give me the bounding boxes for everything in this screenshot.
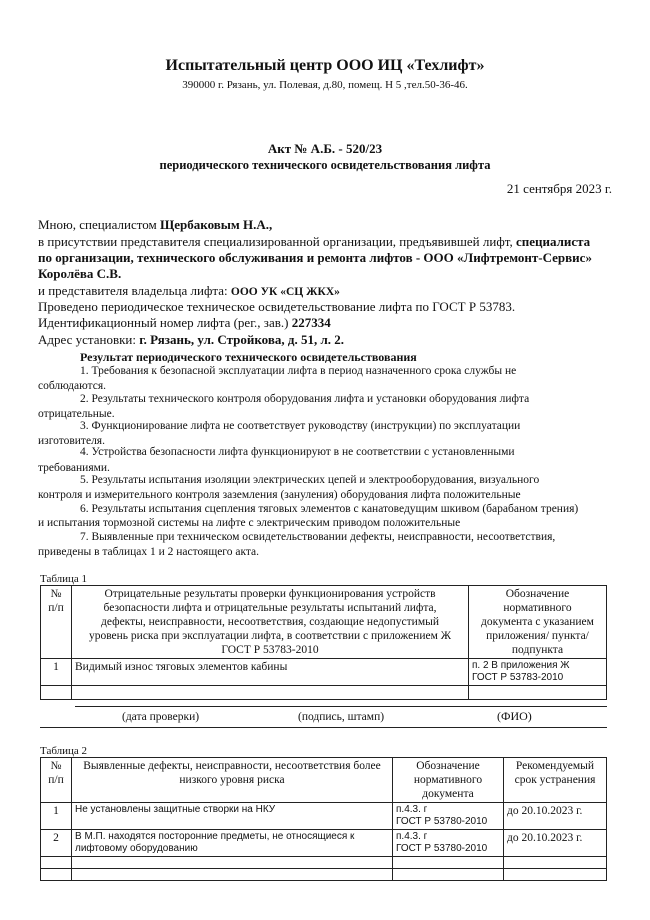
intro-rep-label: в присутствии представителя специализированной организации, предъявившей лифт, <box>38 234 513 249</box>
row-num: 1 <box>41 659 72 686</box>
result-line: соблюдаются. <box>38 380 106 392</box>
header-text: нормативного <box>503 602 572 614</box>
table1-bottom-line <box>40 727 607 728</box>
desc-line: лифтовому оборудованию <box>75 843 198 854</box>
lift-id-line <box>38 315 331 331</box>
header-text: п/п <box>48 602 64 614</box>
empty-cell <box>393 857 504 869</box>
sign-signature-label: (подпись, штамп) <box>298 711 385 723</box>
result-line: 4. Устройства безопасности лифта функционируют в не соответствии с установленными <box>80 446 515 458</box>
header-text: Выявленные дефекты, неисправности, несоответствия более <box>83 760 381 772</box>
header-text: № <box>50 760 62 772</box>
intro-line-1 <box>38 217 272 233</box>
result-line: изготовителя. <box>38 435 105 447</box>
empty-cell <box>72 869 393 881</box>
install-address-line <box>38 332 344 348</box>
header-text: № <box>50 588 62 600</box>
result-line: отрицательные. <box>38 408 115 420</box>
table2-caption: Таблица 2 <box>40 745 88 757</box>
row-desc <box>72 830 393 857</box>
row-term: до 20.10.2023 г. <box>504 803 607 830</box>
act-date: 21 сентября 2023 г. <box>506 181 612 196</box>
header-text: уровень риска при эксплуатации лифта, в соответствии с приложением Ж <box>88 630 452 642</box>
org-title: Испытательный центр ООО ИЦ «Техлифт» <box>165 57 485 74</box>
header-text: Обозначение <box>505 588 570 600</box>
header-text: Отрицательные результаты проверки функционирования устройств <box>104 588 436 600</box>
table-row <box>41 803 607 830</box>
table1-header-desc <box>72 586 469 659</box>
table2 <box>40 757 607 881</box>
header-text: документа с указанием <box>481 616 594 628</box>
intro-specialist-label: Мною, специалистом <box>38 217 157 232</box>
intro-org: по организации, технического обслуживания и ремонта лифтов - ООО «Лифтремонт-Сервис» <box>38 250 592 265</box>
empty-cell <box>41 857 72 869</box>
result-line: 2. Результаты технического контроля оборудования лифта и установки оборудования лифта <box>80 393 530 405</box>
empty-cell <box>393 869 504 881</box>
result-line: 5. Результаты испытания изоляции электрических цепей и электрооборудования, визуального <box>80 474 540 486</box>
table-row <box>41 686 607 700</box>
intro-rep-role: специалиста <box>515 234 591 249</box>
table2-header-desc <box>72 758 393 803</box>
owner-name: ООО УК «СЦ ЖКХ» <box>230 286 340 298</box>
install-address-value: г. Рязань, ул. Стройкова, д. 51, л. 2. <box>139 332 344 347</box>
row-ref <box>393 803 504 830</box>
empty-cell <box>72 686 469 700</box>
intro-line-2 <box>38 234 590 250</box>
signature-line <box>75 706 607 707</box>
header-text: приложения/ пункта/ <box>486 630 589 642</box>
header-text: п/п <box>48 774 64 786</box>
table1-header-row <box>41 586 607 659</box>
empty-cell <box>41 869 72 881</box>
table1 <box>40 585 607 700</box>
table1-header-num <box>41 586 72 659</box>
inspection-line: Проведено периодическое техническое освидетельствование лифта по ГОСТ Р 53783. <box>38 299 516 314</box>
header-text: безопасности лифта и отрицательные результаты испытаний лифта, <box>103 602 437 614</box>
sign-date-label: (дата проверки) <box>122 711 200 723</box>
ref-line: п.4.3. г <box>396 804 428 815</box>
table1-caption: Таблица 1 <box>40 573 88 585</box>
header-text: Рекомендуемый <box>515 760 595 772</box>
row-ref <box>469 659 607 686</box>
table-row <box>41 869 607 881</box>
row-ref <box>393 830 504 857</box>
lift-id-label: Идентификационный номер лифта (рег., зав.) <box>38 315 289 330</box>
intro-specialist-name: Щербаковым Н.А., <box>159 217 273 232</box>
header-text: подпункта <box>511 644 564 656</box>
empty-cell <box>469 686 607 700</box>
empty-cell <box>72 857 393 869</box>
desc-line: Не установлены защитные створки на НКУ <box>75 804 276 815</box>
result-line: контроля и измерительного контроля заземления (зануления) оборудования лифта положительные <box>38 489 521 501</box>
result-line: 7. Выявленные при техническом освидетельствовании дефекты, неисправности, несоответствия, <box>80 531 556 543</box>
result-line: и испытания тормозной системы на лифте с электрическим приводом положительные <box>38 517 461 529</box>
results-heading: Результат периодического технического освидетельствования <box>80 350 417 364</box>
result-line: 1. Требования к безопасной эксплуатации лифта в период назначенного срока службы не <box>80 365 517 377</box>
ref-line: п. 2 В приложения Ж <box>472 660 570 671</box>
header-text: ГОСТ Р 53783-2010 <box>221 644 319 656</box>
table-row <box>41 659 607 686</box>
table-row <box>41 857 607 869</box>
ref-line: п.4.3. г <box>396 831 428 842</box>
empty-cell <box>504 857 607 869</box>
result-line: требованиями. <box>38 462 110 474</box>
table1-header-ref <box>469 586 607 659</box>
owner-label: и представителя владельца лифта: <box>38 283 228 298</box>
header-text: дефекты, неисправности, несоответствия, создающие недопустимый <box>101 616 439 628</box>
header-text: Обозначение <box>416 760 480 772</box>
result-line: 3. Функционирование лифта не соответствует руководству (инструкции) по эксплуатации <box>80 420 521 432</box>
intro-owner <box>38 283 340 299</box>
empty-cell <box>41 686 72 700</box>
result-line: 6. Результаты испытания сцепления тяговых элементов с канатоведущим шкивом (барабаном трения) <box>80 503 579 515</box>
row-num: 1 <box>41 803 72 830</box>
header-text: низкого уровня риска <box>179 774 285 786</box>
ref-line: ГОСТ Р 53783-2010 <box>472 672 564 683</box>
table2-header-num <box>41 758 72 803</box>
org-address: 390000 г. Рязань, ул. Полевая, д.80, помещ. Н 5 ,тел.50-36-46. <box>182 79 468 91</box>
desc-line: В М.П. находятся посторонние предметы, не относящиеся к <box>75 831 355 842</box>
row-desc <box>72 803 393 830</box>
table2-header-ref <box>393 758 504 803</box>
table-row <box>41 830 607 857</box>
row-term: до 20.10.2023 г. <box>504 830 607 857</box>
ref-line: ГОСТ Р 53780-2010 <box>396 816 488 827</box>
ref-line: ГОСТ Р 53780-2010 <box>396 843 488 854</box>
table2-header-term <box>504 758 607 803</box>
result-line: приведены в таблицах 1 и 2 настоящего акта. <box>38 546 260 558</box>
intro-rep-name: Королёва С.В. <box>38 266 122 281</box>
table2-header-row <box>41 758 607 803</box>
act-title: Акт № А.Б. - 520/23 <box>267 141 383 156</box>
install-address-label: Адрес установки: <box>38 332 136 347</box>
row-num: 2 <box>41 830 72 857</box>
header-text: документа <box>422 788 474 800</box>
header-text: срок устранения <box>514 774 596 786</box>
header-text: нормативного <box>413 774 483 786</box>
lift-id-value: 227334 <box>291 315 331 330</box>
row-desc: Видимый износ тяговых элементов кабины <box>72 659 469 686</box>
act-subtitle: периодического технического освидетельствования лифта <box>159 158 491 172</box>
sign-fio-label: (ФИО) <box>497 709 532 723</box>
empty-cell <box>504 869 607 881</box>
